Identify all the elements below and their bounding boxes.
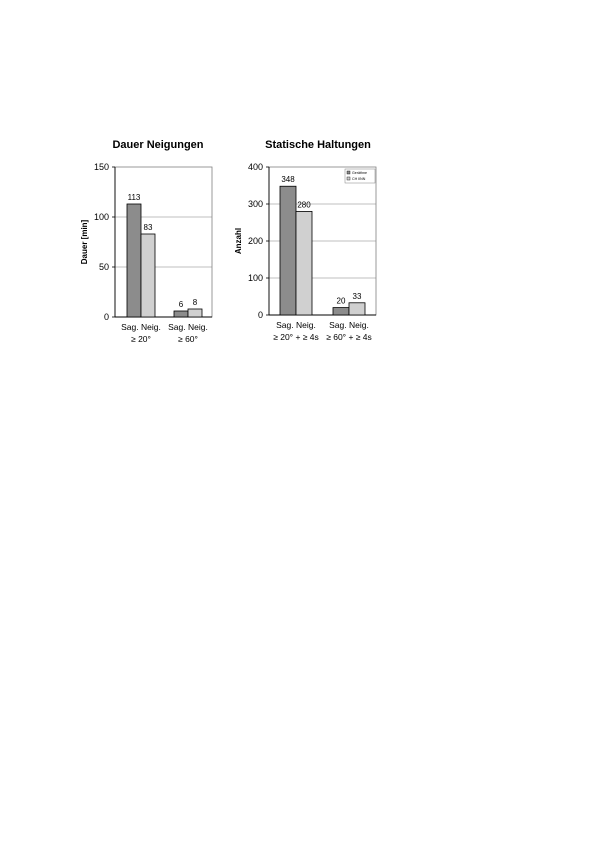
chart2-legend-swatch bbox=[347, 177, 350, 180]
chart2-y-tick-label: 100 bbox=[247, 273, 263, 283]
chart2-y-tick-label: 200 bbox=[247, 236, 263, 246]
chart2-y-axis-label: Anzahl bbox=[234, 227, 243, 255]
chart1-bar bbox=[188, 309, 202, 317]
chart2-data-label: 348 bbox=[281, 175, 295, 185]
chart2-legend-swatch bbox=[347, 171, 350, 174]
chart2-bar bbox=[333, 308, 349, 315]
chart1-data-label: 6 bbox=[178, 300, 184, 309]
chart2-legend-label: Geräthne bbox=[352, 171, 367, 175]
chart1-y-tick-label: 150 bbox=[93, 162, 109, 172]
chart1-y-tick-label: 50 bbox=[98, 262, 109, 272]
chart2-bar bbox=[296, 211, 312, 315]
chart2-category-label: Sag. Neig. bbox=[276, 320, 316, 330]
chart2-category-label: ≥ 20° + ≥ 4s bbox=[273, 332, 319, 342]
chart1-title: Dauer Neigungen bbox=[112, 139, 204, 151]
chart1-data-label: 8 bbox=[192, 298, 198, 307]
chart2-legend-label: CH IINN bbox=[352, 177, 366, 181]
chart2-data-label: 20 bbox=[336, 296, 346, 306]
chart1-category-label: ≥ 60° bbox=[178, 334, 198, 344]
chart2-category-label: Sag. Neig. bbox=[329, 320, 369, 330]
chart1-category-label: ≥ 20° bbox=[131, 334, 151, 344]
chart1-bar bbox=[141, 234, 155, 317]
chart2-bar bbox=[280, 186, 296, 315]
chart1-y-tick-label: 0 bbox=[103, 312, 109, 322]
chart1-bar bbox=[174, 311, 188, 317]
chart2-y-tick-label: 0 bbox=[257, 310, 263, 320]
chart2-data-label: 280 bbox=[297, 200, 311, 210]
chart1-data-label: 113 bbox=[127, 193, 141, 202]
chart2-title: Statische Haltungen bbox=[265, 139, 371, 151]
chart2-category-label: ≥ 60° + ≥ 4s bbox=[326, 332, 372, 342]
chart2-bar bbox=[349, 303, 365, 315]
chart1-category-label: Sag. Neig. bbox=[121, 322, 161, 332]
chart1-category-label: Sag. Neig. bbox=[168, 322, 208, 332]
chart1-bar bbox=[127, 204, 141, 317]
chart1-y-axis-label: Dauer [min] bbox=[80, 219, 89, 265]
chart2-y-tick-label: 300 bbox=[247, 199, 263, 209]
chart2-data-label: 33 bbox=[352, 291, 362, 301]
chart1-data-label: 83 bbox=[143, 223, 153, 232]
chart2-y-tick-label: 400 bbox=[247, 162, 263, 172]
chart1-y-tick-label: 100 bbox=[93, 212, 109, 222]
